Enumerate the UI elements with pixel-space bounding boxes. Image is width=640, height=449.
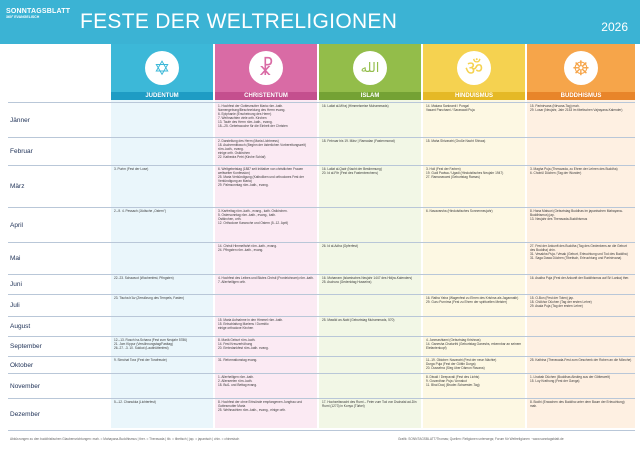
event-cell bbox=[426, 104, 522, 137]
event-entry: 15. Maria Aufnahme in den Himmel röm.-kath. bbox=[218, 318, 284, 322]
logo-line1: SONNTAGSBLATT bbox=[6, 8, 71, 15]
event-cell bbox=[426, 338, 522, 356]
month-label: Jänner bbox=[10, 116, 30, 124]
event-entry: 26. Id al-Adha (Opferfest) bbox=[322, 244, 358, 248]
event-entry: 3. Purim (Fest der Lose) bbox=[114, 167, 149, 171]
event-cell bbox=[322, 139, 418, 165]
event-entry: 1. Lhabab Düchen (Buddhas Abstieg aus der Götterwelt) bbox=[530, 375, 610, 379]
month-label: März bbox=[10, 183, 25, 190]
event-entry: 4. Janmashtami (Geburtstag Krishnas) bbox=[426, 338, 481, 342]
row-divider bbox=[8, 137, 635, 138]
row-divider bbox=[8, 165, 635, 166]
event-entry: 6. Weltgebetstag (1887 seit Initiative von christlichen Frauen weltweiter Konfession) bbox=[218, 167, 304, 176]
month-label: September bbox=[10, 343, 42, 350]
event-entry: 15. Loy Krathong (Fest der Ganga) bbox=[530, 379, 580, 384]
event-entry: Durga Puja (Fest der Göttin Durga) bbox=[426, 362, 476, 367]
event-entry: 9. Simchat Tora (Fest der Torafreude) bbox=[114, 358, 167, 362]
event-cell bbox=[114, 358, 210, 373]
event-cell bbox=[218, 244, 314, 274]
event-entry: 25. Maria Verkündigung (Katholiken und orthodoxes Fest der Verkündigung an Maria) bbox=[218, 175, 304, 184]
event-entry: 23. Tischa b'Av (Zerstörung des Tempels, Fasten) bbox=[114, 296, 185, 300]
event-cell bbox=[530, 104, 632, 137]
event-entry: 18. Buß- und Bettag evang. bbox=[218, 383, 257, 388]
event-cell bbox=[114, 400, 210, 429]
column-name: ISLAM bbox=[319, 92, 421, 100]
event-entry: 9. Govardhan Puja / Annakut bbox=[426, 379, 467, 384]
column-header bbox=[215, 44, 317, 92]
month-label: Oktober bbox=[10, 361, 34, 369]
event-entry: 3. Magha Puja (Theravada, zu Ehren der Lehren des Buddha) bbox=[530, 167, 618, 171]
event-entry: 27. Ramanavami (Geburtstag Ramas) bbox=[426, 175, 480, 180]
event-entry: 29. Losar (Neujahr, Jahr 2153 im tibetischen Vajrayana-Kalender) bbox=[530, 108, 623, 113]
event-entry: 11.-19. Oktober: Navaratri (Fest der neun Nächte) bbox=[426, 358, 497, 362]
chi-rho-icon: ☧ bbox=[249, 51, 283, 85]
row-divider bbox=[8, 430, 635, 431]
event-entry: 6. Navavarsha (Hinduistisches Sonnenneujahr) bbox=[426, 209, 493, 213]
event-entry: 29. Guru Purnima (Fest zu Ehren der spirituellen Meister) bbox=[426, 300, 507, 305]
event-entry: 27. Fest der Ankunft des Buddha (Tag des Gedenkens an die Geburt des Buddha) chin. bbox=[530, 244, 627, 253]
event-entry: 22.-23. Schawuot (Wochenfest, Pfingsten) bbox=[114, 276, 174, 280]
year-label: 2026 bbox=[601, 20, 628, 34]
event-cell bbox=[530, 167, 632, 207]
event-entry: Namengebung/Beschneidung des Herrn evang. bbox=[218, 108, 286, 113]
event-entry: 14. Christi Himmelfahrt röm.-kath., evang. bbox=[218, 244, 277, 248]
event-cell bbox=[218, 400, 314, 429]
event-entry: 3. Holi (Fest der Farben) bbox=[426, 167, 461, 171]
column-header bbox=[527, 44, 635, 92]
row-divider bbox=[8, 373, 635, 374]
event-cell bbox=[218, 338, 314, 356]
event-entry: 11. Bhai Dooj (Bruder-Schwester-Tag) bbox=[426, 383, 480, 388]
event-entry: 16. Muharram (Islamisches Neujahr 1447 des Hidjra-Kalenders) bbox=[322, 276, 413, 280]
event-cell bbox=[114, 209, 210, 242]
event-entry: 31. Reformationstag evang. bbox=[218, 358, 258, 362]
event-cell bbox=[322, 104, 418, 137]
event-entry: 2.–9. 4. Pessach (Jüdische „Ostern") bbox=[114, 209, 166, 213]
footer-abbreviations: Abkürzungen zu den buddhistischen Glaubensrichtungen: mah. = Mahayana-Buddhismus | ther. = Theravada | tib. = tibetisch | jap. = japanisch | chin. = chinesisch bbox=[10, 437, 240, 441]
event-entry: 8. Bodhi (Erwachen des Buddha unter dem Baum der Erleuchtung) mah. bbox=[530, 400, 625, 409]
event-entry: 20. Id al-Fitr (Fest des Fastenbrechens) bbox=[322, 171, 378, 176]
event-entry: 5.–12. Chanukka (Lichterfest) bbox=[114, 400, 156, 404]
event-entry: 29. Asala Puja (Tag der ersten Lehre) bbox=[530, 304, 583, 309]
event-entry: 26.-27. -3. 10. Sukkot (Laubhüttenfest) bbox=[114, 346, 169, 351]
event-entry: 13. Neujahr des Theravada-Buddhismus bbox=[530, 217, 588, 222]
event-entry: 21. Jom Kippur (Versöhnungstag/Fasttag) bbox=[114, 342, 174, 347]
event-cell bbox=[218, 209, 314, 242]
event-entry: 8. Mariä Geburt röm.-kath. bbox=[218, 338, 256, 342]
event-cell bbox=[322, 318, 418, 336]
event-entry: einige orthodoxe Kirchen bbox=[218, 326, 254, 331]
event-entry: 16. Lailat al-Mi'raj (Himmelsreise Muhammads) bbox=[322, 104, 389, 108]
event-entry: 12.–13. Rosch ha-Schana (Fest zum Neujahr 5786) bbox=[114, 338, 187, 342]
event-cell bbox=[426, 375, 522, 398]
month-label: Dezember bbox=[10, 410, 40, 418]
event-cell bbox=[218, 276, 314, 294]
event-entry: einige orth. Ostkirchen bbox=[218, 151, 250, 156]
event-cell bbox=[322, 276, 418, 294]
month-label: Juli bbox=[10, 302, 20, 309]
event-entry: 7. Weihnachten viele orth. Kirchen bbox=[218, 116, 267, 121]
column-header bbox=[111, 44, 213, 92]
footer bbox=[0, 436, 640, 449]
event-cell bbox=[114, 338, 210, 356]
event-entry: 8. Hana Matsuri (Geburtstag Buddhas im japanischen Mahayana-Buddhismus) jap. bbox=[530, 209, 623, 218]
event-entry: 20. Erntedankfest röm.-kath. evang. bbox=[218, 346, 269, 351]
event-entry: 18. Februar bis 19. März | Ramadan (Fastenmonat) bbox=[322, 139, 395, 143]
menorah-icon: ✡ bbox=[145, 51, 179, 85]
event-entry: Vasant Panchami / Saraswati Puja bbox=[426, 108, 475, 113]
event-entry: 25. Kathina (Theravada-Fest zum Geschenk der Roben an die Mönche) bbox=[530, 358, 632, 362]
event-entry: 16. Asalha Puja (Fest der Ankunft der Buddhismus auf Sri Lanka) ther. bbox=[530, 276, 630, 280]
event-entry: 18. Chökhor Düchen (Tag der ersten Lehre) bbox=[530, 300, 592, 305]
event-cell bbox=[530, 375, 632, 398]
event-cell bbox=[114, 296, 210, 316]
event-entry: 16. Ratha Yatra (Wagenfest zu Ehren des Krishna als Jagannath) bbox=[426, 296, 519, 300]
event-cell bbox=[322, 400, 418, 429]
column-header bbox=[423, 44, 525, 92]
event-entry: 15. O-Bon (Fest der Toten) jap. bbox=[530, 296, 574, 300]
event-entry: 18.–25. Gebetswoche für die Einheit der Christen bbox=[218, 124, 288, 129]
row-divider bbox=[8, 336, 635, 337]
event-entry: 31. Vesakha Puja / Vesak (Geburt, Erleuchtung und Tod des Buddha) bbox=[530, 252, 628, 257]
event-entry: 18. Aschermittwoch (Beginn der österlichen Vorbereitungszeit) röm.-kath., evang. bbox=[218, 143, 306, 152]
event-entry: 15. Entschlafung Mariens / Dormitio bbox=[218, 322, 269, 327]
row-divider bbox=[8, 294, 635, 295]
event-entry: 25. Mawlid an-Nabi (Geburtstag Muhammads, 570) bbox=[322, 318, 395, 322]
event-entry: 24. Pfingsten röm.-kath., evang. bbox=[218, 248, 264, 253]
row-divider bbox=[8, 242, 635, 243]
arabic-calligraphy-icon: الله bbox=[353, 51, 387, 85]
column-name: JUDENTUM bbox=[111, 92, 213, 100]
event-entry: 12. Orthodoxe Karwoche und Ostern (5.-12. April) bbox=[218, 221, 289, 226]
column-name: HINDUISMUS bbox=[423, 92, 525, 100]
event-cell bbox=[530, 296, 632, 316]
event-cell bbox=[426, 139, 522, 165]
event-entry: 13. Taufe des Herrn röm.-kath., evang. bbox=[218, 120, 273, 125]
event-entry: Ostkirchen, orth. bbox=[218, 217, 242, 222]
event-entry: 3. Karfreitag röm.-kath., evang., kath. Ostkirchen. bbox=[218, 209, 288, 213]
event-cell bbox=[218, 318, 314, 336]
event-cell bbox=[218, 167, 314, 207]
month-label: Mai bbox=[10, 255, 21, 262]
event-entry: 7. Allerheiligen orth. bbox=[218, 280, 246, 285]
event-cell bbox=[218, 104, 314, 137]
event-entry: 14. Fest Kreuzerhöhung bbox=[218, 342, 253, 347]
event-entry: 31. Saga Dawa Düchen (Tibetisch, Erleuchtung und Parinirvana) bbox=[530, 256, 622, 261]
event-entry: 2. Darstellung des Herrn (Maria Lichtmess) bbox=[218, 139, 279, 143]
event-entry: 29. Palmsonntag röm.-kath., evang. bbox=[218, 183, 269, 188]
event-entry: 19. Gudi Padwa / Ugadi (Hinduistisches Neujahr 1947) bbox=[426, 171, 504, 176]
event-entry: 14. Makara Sankranti / Pongal bbox=[426, 104, 469, 108]
event-cell bbox=[426, 296, 522, 316]
event-cell bbox=[218, 139, 314, 165]
event-entry: 8. Diwali / Deepavali (Fest des Lichts) bbox=[426, 375, 480, 379]
event-entry: 14. Ganesha Chaturthi (Geburtstag Ganeshs, erkennbar an seinem Elefantenkopf) bbox=[426, 342, 522, 351]
month-label: Februar bbox=[10, 148, 33, 155]
event-entry: 6. Chotrül Düchen (Tag der Wunder) bbox=[530, 171, 582, 176]
month-label: Juni bbox=[10, 281, 22, 288]
column-name: CHRISTENTUM bbox=[215, 92, 317, 100]
event-cell bbox=[530, 244, 632, 274]
event-entry: 15. Maha Shivaratri (Große Nacht Shivas) bbox=[426, 139, 486, 143]
event-entry: 22. Kathedra Petri (Kirche Schlaf) bbox=[218, 155, 266, 160]
event-entry: 4. Hochfest des Leibes und Blutes Christi (Fronleichnam) röm.-kath. bbox=[218, 276, 314, 280]
column-header bbox=[319, 44, 421, 92]
event-entry: 25. Weihnachten röm.-kath., evang., einige orth. bbox=[218, 408, 286, 413]
event-cell bbox=[426, 209, 522, 242]
event-cell bbox=[530, 209, 632, 242]
row-divider bbox=[8, 274, 635, 275]
event-entry: 25. Aschura (Gedenktag Husseins) bbox=[322, 280, 372, 285]
event-cell bbox=[426, 167, 522, 207]
event-cell bbox=[218, 375, 314, 398]
event-entry: 5. Ostersonntag röm.-kath., evang., kath. bbox=[218, 213, 276, 218]
event-cell bbox=[218, 358, 314, 373]
event-cell bbox=[530, 358, 632, 373]
header-banner bbox=[0, 0, 640, 44]
event-entry: 20. Dussehra (Sieg über Dämon Ravana) bbox=[426, 366, 485, 371]
month-label: November bbox=[10, 382, 40, 390]
om-icon: ॐ bbox=[457, 51, 491, 85]
logo-line2: 360° EVANGELISCH bbox=[6, 15, 40, 19]
page-title: FESTE DER WELTRELIGIONEN bbox=[80, 10, 398, 33]
row-divider bbox=[8, 207, 635, 208]
row-divider bbox=[8, 356, 635, 357]
event-cell bbox=[426, 358, 522, 373]
logo[interactable] bbox=[6, 8, 70, 20]
event-entry: 1. Hochfest der Gottesmutter Maria röm.-kath. bbox=[218, 104, 284, 108]
column-name: BUDDHISMUS bbox=[527, 92, 635, 100]
footer-sources: Grafik: SONNTAGSBLATT/Thomas; Quellen: Religionen unterwegs; Forum für Weltreligionen · www.sonntagsblatt.de bbox=[398, 437, 564, 441]
event-entry: 16. Lailat al-Qadr (Nacht der Bestimmung) bbox=[322, 167, 382, 171]
event-entry: 6. Epiphanie (Erscheinung des Herrn) bbox=[218, 112, 272, 117]
event-entry: 17. Hochzeitsnacht des Rumi – Feier zum Tod von Dschalal ad-Din Rumi (1273) in Konya (Türkei) bbox=[322, 400, 417, 409]
event-cell bbox=[322, 244, 418, 274]
month-label: August bbox=[10, 323, 31, 330]
event-cell bbox=[530, 400, 632, 429]
event-cell bbox=[114, 167, 210, 207]
event-entry: 2. Allerseelen röm.-kath. bbox=[218, 379, 253, 384]
event-entry: 1. Allerheiligen röm.-kath. bbox=[218, 375, 254, 379]
event-cell bbox=[530, 276, 632, 294]
row-divider bbox=[8, 398, 635, 399]
row-divider bbox=[8, 102, 635, 103]
event-entry: 15. Parinirvana (Nirvana-Tag) mah. bbox=[530, 104, 580, 108]
event-entry: 8. Hochfest der ohne Erbsünde empfangenen Jungfrau und Gottesmutter Maria bbox=[218, 400, 302, 409]
month-label: April bbox=[10, 221, 24, 229]
row-divider bbox=[8, 316, 635, 317]
dharma-wheel-icon: ☸ bbox=[564, 51, 598, 85]
event-cell bbox=[114, 276, 210, 294]
event-cell bbox=[322, 167, 418, 207]
